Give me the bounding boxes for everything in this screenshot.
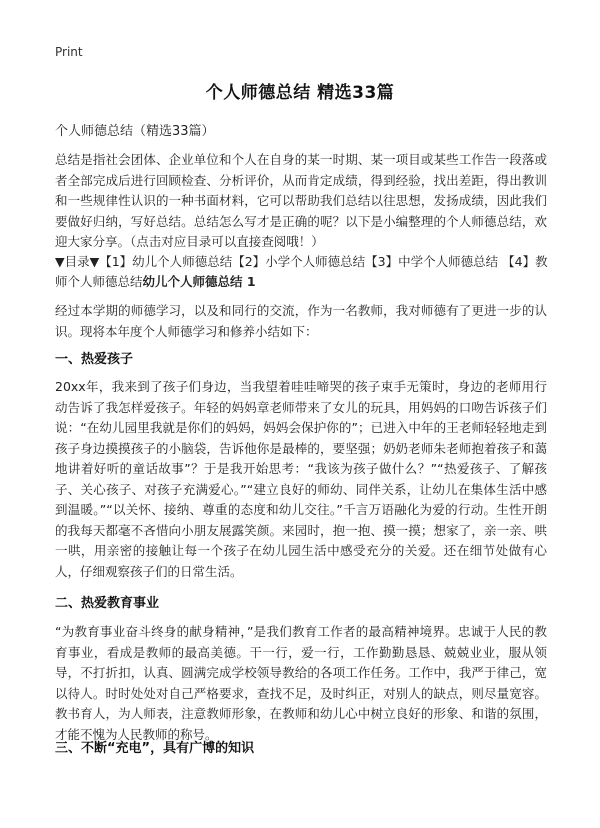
paragraph-1: 经过本学期的师德学习，以及和同行的交流，作为一名教师，我对师德有了更进一步的认识。现将本年度个人师德学习和修养小结如下：	[55, 303, 547, 339]
toc-item-2[interactable]: 【2】小学个人师德总结	[232, 254, 366, 269]
doc-subtitle: 个人师德总结（精选33篇）	[55, 124, 215, 139]
print-label[interactable]: Print	[55, 45, 83, 59]
heading-love-education: 二、热爱教育事业	[55, 596, 160, 611]
intro-paragraph: 总结是指社会团体、企业单位和个人在自身的某一时期、某一项目或某些工作告一段落或者全部完成后进行回顾检查、分析评价，从而肯定成绩，得到经验，找出差距，得出教训和一些规律性认识的一种书面材料，它可以帮助我们总结以往思想，发扬成绩，因此我们要做好归纳，写好总结。总结怎么写才是正确的呢？以下是小编整理的个人师德总结，欢迎大家分享。（点击对应目录可以直接查阅哦！）	[55, 152, 547, 249]
page-title: 个人师德总结 精选33篇	[205, 83, 395, 103]
table-of-contents	[55, 252, 550, 292]
heading-recharge: 三、不断“充电”，具有广博的知识	[55, 741, 255, 756]
toc-prefix: ▼目录▼	[55, 254, 100, 269]
toc-item-4[interactable]: 【4】教师个人师德总结	[55, 254, 548, 289]
paragraph-2: 20xx年，我来到了孩子们身边，当我望着哇哇啼哭的孩子束手无策时，身边的老师用行动告诉了我怎样爱孩子。年轻的妈妈章老师带来了女儿的玩具，用妈妈的口吻告诉孩子们说：“在幼儿园里我就是你们的妈妈，妈妈会保护你的”；已进入中年的王老师轻轻地走到孩子身边摸摸孩子的小脑袋，告诉他你是最棒的，要坚强；奶奶老师朱老师抱着孩子和蔼地讲着好听的童话故事”？于是我开始思考：“我该为孩子做什么？”“热爱孩子、了解孩子、关心孩子、对孩子充满爱心。”“建立良好的师幼、同伴关系，让幼儿在集体生活中感到温暖。”“以关怀、接纳、尊重的态度和幼儿交往。”千言万语融化为爱的行动。生性开朗的我每天都毫不吝惜向小朋友展露笑颜。来园时，抱一抱、摸一摸；想家了，亲一亲、哄一哄，用亲密的接触让每一个孩子在幼儿园生活中感受充分的关爱。还在细节处做有心人，仔细观察孩子们的日常生活。	[55, 379, 547, 579]
toc-item-3[interactable]: 【3】中学个人师德总结	[365, 254, 499, 269]
section-title: 幼儿个人师德总结 1	[142, 274, 256, 289]
heading-love-children: 一、热爱孩子	[55, 352, 134, 367]
paragraph-3: “为教育事业奋斗终身的献身精神，”是我们教育工作者的最高精神境界。忠诚于人民的教育事业，看成是教师的最高美德。干一行，爱一行，工作勤勤恳恳、兢兢业业，服从领导，不打折扣，认真、圆满完成学校领导教给的各项工作任务。工作中，我严于律己，宽以待人。时时处处对自己严格要求，查找不足，及时纠正，对别人的缺点，则尽量宽容。教书育人，为人师表，注意教师形象，在教师和幼儿心中树立良好的形象、和谐的氛围，才能不愧为人民教师的称号。	[55, 624, 547, 742]
toc-item-1[interactable]: 【1】幼儿个人师德总结	[99, 254, 233, 269]
